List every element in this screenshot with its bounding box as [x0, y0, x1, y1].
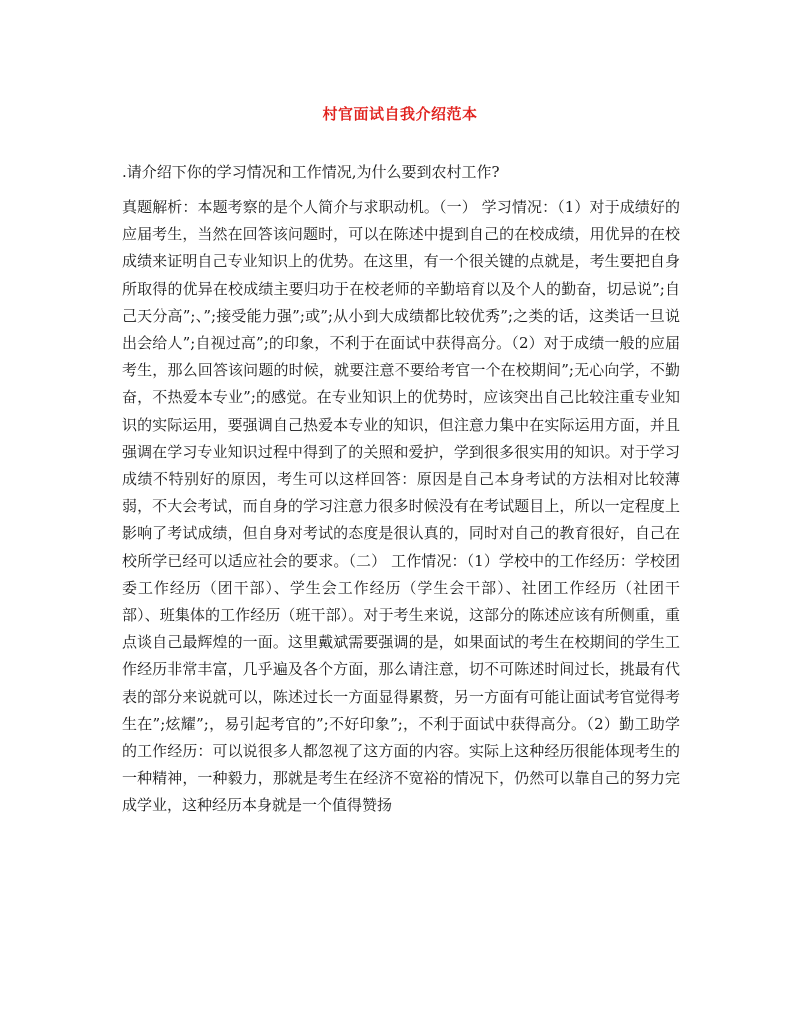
document-title: 村官面试自我介绍范本 [322, 105, 478, 123]
interview-question: .请介绍下你的学习情况和工作情况,为什么要到农村工作? [122, 163, 500, 181]
answer-analysis-paragraph: 真题解析：本题考察的是个人简介与求职动机。（一） 学习情况：（1）对于成绩好的应届考生，当然在回答该问题时，可以在陈述中提到自己的在校成绩，用优异的在校成绩来证明自己专业知识上的优势。在这里，有一个很关键的点就是，考生要把自身所取得的优异在校成绩主要归功于在校老师的辛勤培育以及个人的勤奋，切忌说”;自己天分高”;、”;接受能力强”;或”;从小到大成绩都比较优秀”;之类的话，这类话一旦说出会给人”;自视过高”;的印象，不利于在面试中获得高分。（2）对于成绩一般的应届考生，那么回答该问题的时候，就要注意不要给考官一个在校期间”;无心向学，不勤奋，不热爱本专业”;的感觉。在专业知识上的优势时，应该突出自己比较注重专业知识的实际运用，要强调自己热爱本专业的知识，但注意力集中在实际运用方面，并且强调在学习专业知识过程中得到了的关照和爱护，学到很多很实用的知识。对于学习成绩不特别好的原因，考生可以这样回答：原因是自己本身考试的方法相对比较薄弱，不大会考试，而自身的学习注意力很多时候没有在考试题目上，所以一定程度上影响了考试成绩，但自身对考试的态度是很认真的，同时对自己的教育很好，自己在校所学已经可以适应社会的要求。（二） 工作情况：（1）学校中的工作经历：学校团委工作经历（团干部）、学生会工作经历（学生会干部）、社团工作经历（社团干部）、班集体的工作经历（班干部）。对于考生来说，这部分的陈述应该有所侧重，重点谈自己最辉煌的一面。这里戴斌需要强调的是，如果面试的考生在校期间的学生工作经历非常丰富，几乎遍及各个方面，那么请注意，切不可陈述时间过长，挑最有代表的部分来说就可以，陈述过长一方面显得累赘，另一方面有可能让面试考官觉得考生在”;炫耀”;，易引起考官的”;不好印象”;，不利于面试中获得高分。（2）勤工助学的工作经历：可以说很多人都忽视了这方面的内容。实际上这种经历很能体现考生的一种精神，一种毅力，那就是考生在经济不宽裕的情况下，仍然可以靠自己的努力完成学业，这种经历本身就是一个值得赞扬 [122, 198, 680, 815]
